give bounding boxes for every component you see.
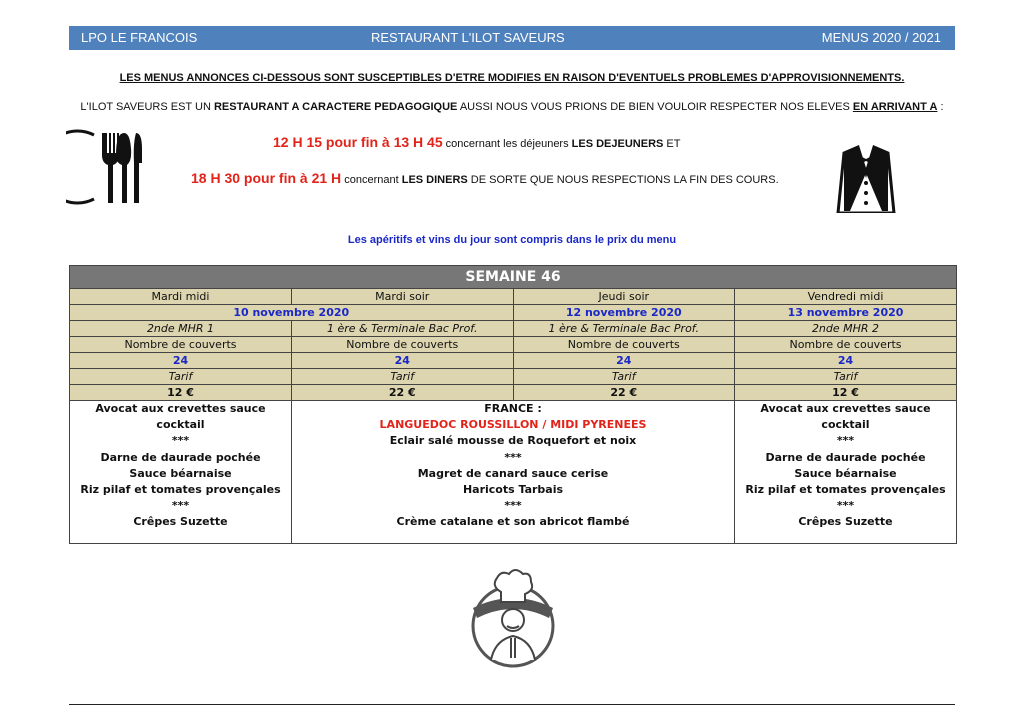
restaurant-name: RESTAURANT L'ILOT SAVEURS: [371, 30, 565, 45]
price-value: 22 €: [513, 385, 735, 401]
footer-divider: [69, 704, 955, 705]
menu-line: Riz pilaf et tomates provençales: [745, 483, 946, 497]
menu-tuesday-lunch: [70, 401, 292, 544]
day-cell: Vendredi midi: [735, 289, 957, 305]
menu-theme-region: LANGUEDOC ROUSSILLON / MIDI PYRENEES: [379, 418, 647, 432]
bowtie-icon: [836, 143, 896, 213]
price-value: 12 €: [70, 385, 292, 401]
menu-line: Avocat aux crevettes sauce cocktail: [95, 402, 266, 432]
covers-value: 24: [735, 353, 957, 369]
lunch-time: 12 H 15 pour fin à 13 H 45 concernant les déjeuners LES DEJEUNERS ET: [273, 134, 681, 150]
cutlery-icon: [66, 127, 156, 207]
menu-line: Sauce béarnaise: [129, 466, 232, 480]
menu-line: Magret de canard sauce cerise: [417, 466, 609, 480]
menu-line: ***: [504, 450, 522, 464]
covers-value: 24: [292, 353, 514, 369]
menu-year: MENUS 2020 / 2021: [821, 30, 941, 45]
covers-value: 24: [513, 353, 735, 369]
menu-line: Darne de daurade pochée: [765, 450, 926, 464]
day-cell: Mardi midi: [70, 289, 292, 305]
class-cell: 1 ère & Terminale Bac Prof.: [292, 321, 514, 337]
day-cell: Mardi soir: [292, 289, 514, 305]
menu-line: Avocat aux crevettes sauce cocktail: [760, 402, 931, 432]
week-title: SEMAINE 46: [70, 266, 957, 289]
tarif-label: Tarif: [513, 369, 735, 385]
covers-label: Nombre de couverts: [70, 337, 292, 353]
tarif-label: Tarif: [292, 369, 514, 385]
menu-line: Darne de daurade pochée: [100, 450, 261, 464]
menu-line: Crème catalane et son abricot flambé: [396, 515, 630, 529]
tarif-label: Tarif: [735, 369, 957, 385]
menu-line: ***: [504, 499, 522, 513]
menu-line: Sauce béarnaise: [794, 466, 897, 480]
price-value: 12 €: [735, 385, 957, 401]
class-cell: 2nde MHR 2: [735, 321, 957, 337]
school-name: LPO LE FRANCOIS: [81, 30, 198, 45]
aperitif-note: Les apéritifs et vins du jour sont compris dans le prix du menu: [347, 234, 677, 246]
weekly-menu-table: [69, 265, 957, 544]
covers-label: Nombre de couverts: [513, 337, 735, 353]
chef-icon: [463, 568, 563, 674]
menu-friday-lunch: [735, 401, 957, 544]
covers-label: Nombre de couverts: [735, 337, 957, 353]
tarif-label: Tarif: [70, 369, 292, 385]
date-cell: 13 novembre 2020: [735, 305, 957, 321]
day-cell: Jeudi soir: [513, 289, 735, 305]
menu-line: ***: [836, 499, 855, 513]
menu-line: Crêpes Suzette: [798, 515, 893, 529]
class-cell: 2nde MHR 1: [70, 321, 292, 337]
menu-evening: [292, 401, 735, 544]
menu-line: Haricots Tarbais: [462, 483, 564, 497]
header-bar: [69, 26, 955, 50]
price-value: 22 €: [292, 385, 514, 401]
date-cell: 10 novembre 2020: [70, 305, 514, 321]
menu-line: ***: [171, 434, 190, 448]
pedagogic-notice: L'ILOT SAVEURS EST UN RESTAURANT A CARACTERE PEDAGOGIQUE AUSSI NOUS VOUS PRIONS DE BIEN VOULOIR RESPECTER NOS ELEVES EN ARRIVANT A :: [80, 101, 944, 113]
class-cell: 1 ère & Terminale Bac Prof.: [513, 321, 735, 337]
covers-label: Nombre de couverts: [292, 337, 514, 353]
covers-value: 24: [70, 353, 292, 369]
menu-line: ***: [171, 499, 190, 513]
menu-line: ***: [836, 434, 855, 448]
menu-line: Crêpes Suzette: [133, 515, 228, 529]
menu-line: Eclair salé mousse de Roquefort et noix: [389, 434, 637, 448]
menu-line: Riz pilaf et tomates provençales: [80, 483, 281, 497]
supply-notice: LES MENUS ANNONCES CI-DESSOUS SONT SUSCEPTIBLES D'ETRE MODIFIES EN RAISON D'EVENTUELS PROBLEMES D'APPROVISIONNEMENTS.: [119, 72, 905, 84]
date-cell: 12 novembre 2020: [513, 305, 735, 321]
dinner-time: 18 H 30 pour fin à 21 H concernant LES DINERS DE SORTE QUE NOUS RESPECTIONS LA FIN DES COURS.: [191, 170, 779, 186]
menu-theme-title: FRANCE :: [484, 402, 542, 415]
